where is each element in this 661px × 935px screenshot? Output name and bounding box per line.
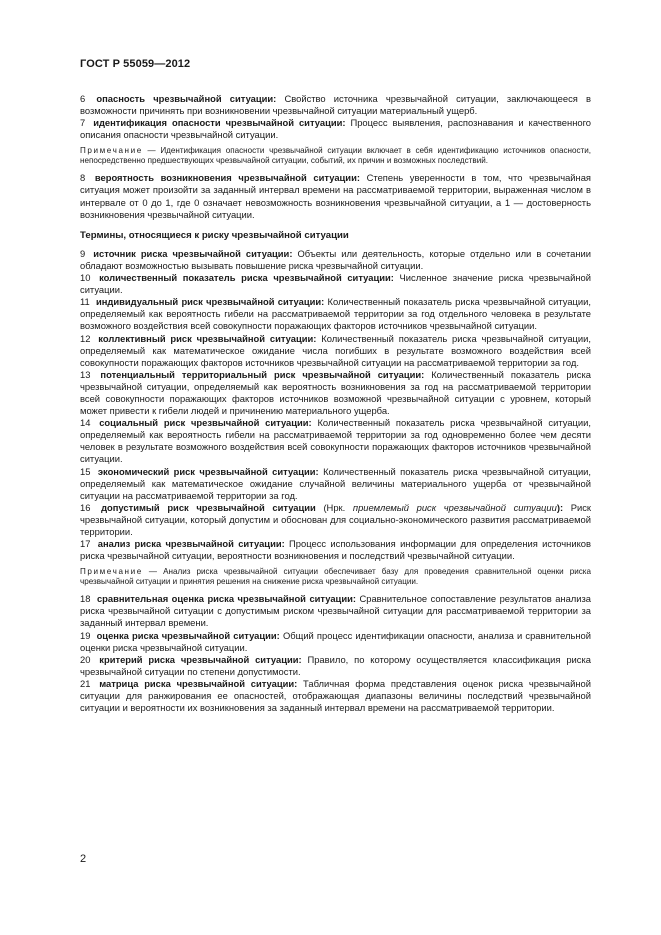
term-number: 8: [80, 172, 86, 184]
note-identification: [80, 146, 591, 166]
term-definition: Количественный показатель риска чрезвычайной ситуации, определяемый как вероятность возникновения за год на рассматриваемой территории всей совокупности поражающих факторов источников возможной чрезвычайной ситуации с уровнем, который может привести к гибели людей и причинению материального ущерба.: [80, 368, 591, 417]
term-number: 11: [80, 296, 90, 308]
term-name: вероятность возникновения чрезвычайной ситуации:: [94, 172, 360, 184]
note-label: Примечание: [80, 146, 143, 156]
page-number: 2: [80, 853, 87, 865]
term-name: идентификация опасности чрезвычайной ситуации:: [93, 117, 346, 129]
term-definition: Количественный показатель риска чрезвычайной ситуации, определяемый как вероятность гибели на рассматриваемой территории за год отдельного человека в результате возможного воздействия всей совокупности поражающих факторов источников чрезвычайной ситуации.: [80, 296, 591, 332]
term-name: индивидуальный риск чрезвычайной ситуации:: [96, 296, 325, 308]
term-alt-name: приемлемый риск чрезвычайной ситуации: [352, 501, 557, 513]
term-number: 13: [80, 368, 91, 380]
term-number: 6: [80, 93, 86, 104]
term-name: источник риска чрезвычайной ситуации:: [93, 247, 293, 259]
term-entry-13: [80, 369, 591, 417]
term-name: матрица риска чрезвычайной ситуации:: [99, 677, 298, 689]
term-number: 10: [80, 272, 91, 284]
term-number: 15: [80, 465, 91, 477]
term-entry-10: [80, 272, 591, 296]
term-definition: Свойство источника чрезвычайной ситуации, заключающееся в возможности причинять при возникновении чрезвычайной ситуации материальный ущерб.: [80, 93, 591, 117]
term-entry-14: [80, 417, 591, 465]
term-number: 17: [80, 538, 91, 550]
term-entry-11: [80, 296, 591, 332]
term-number: 16: [80, 501, 91, 513]
term-name: сравнительная оценка риска чрезвычайной ситуации:: [96, 593, 356, 605]
term-definition: Табличная форма представления оценок риска чрезвычайной ситуации для ранжирования ее опасностей, отображающая диапазоны величины последствий чрезвычайной ситуации и вероятности их возникновения за заданный интервал времени на рассматриваемой территории.: [80, 677, 591, 714]
term-definition: Правило, по которому осуществляется классификация риска чрезвычайной ситуации по степени допустимости.: [80, 653, 591, 677]
note-text: Идентификация опасности чрезвычайной ситуации включает в себя идентификацию источников опасности, непосредственно предшествующих чрезвычайной ситуации, событий, их причин и возможных последствий.: [80, 146, 591, 166]
term-number: 18: [80, 593, 91, 605]
term-entry-9: [80, 248, 591, 272]
term-number: 19: [80, 629, 91, 641]
term-definition: Количественный показатель риска чрезвычайной ситуации, определяемый как вероятность гибели на рассматриваемой территории за год одновременно более чем десяти человек в результате возможного воздействия всей совокупности поражающих факторов источников чрезвычайной ситуации.: [80, 417, 591, 465]
term-name: коллективный риск чрезвычайной ситуации:: [98, 332, 317, 344]
term-name: опасность чрезвычайной ситуации:: [96, 93, 277, 104]
term-entry-19: [80, 630, 591, 654]
term-entry-8: [80, 172, 591, 220]
term-name: социальный риск чрезвычайной ситуации:: [99, 417, 312, 429]
term-number: 9: [80, 247, 86, 259]
document-body: [80, 93, 591, 714]
note-text: Анализ риска чрезвычайной ситуации обеспечивает базу для проведения сравнительной оценки риска чрезвычайной ситуации и принятия решения на снижение риска чрезвычайной ситуации.: [80, 567, 591, 587]
note-analysis: [80, 567, 591, 587]
term-entry-17: [80, 538, 591, 562]
term-definition: Процесс использования информации для определения источников риска чрезвычайной ситуации, вероятности возникновения и последствий чрезвычайной ситуации.: [80, 538, 591, 562]
term-number: 14: [80, 417, 91, 429]
term-number: 20: [80, 653, 91, 665]
term-entry-6: [80, 93, 591, 117]
term-definition: Общий процесс идентификации опасности, анализа и сравнительной оценки риска чрезвычайной ситуации.: [80, 629, 591, 653]
term-name: оценка риска чрезвычайной ситуации:: [96, 629, 280, 641]
note-dash: —: [142, 146, 161, 156]
term-entry-15: [80, 466, 591, 502]
term-definition: Количественный показатель риска чрезвычайной ситуации, определяемый как математическое ожидание случайной величины материального ущерба от чрезвычайной ситуации на рассматриваемой территории за год.: [80, 465, 592, 501]
term-name: экономический риск чрезвычайной ситуации:: [97, 465, 319, 477]
note-dash: —: [142, 567, 164, 577]
term-definition: Сравнительное сопоставление результатов анализа риска чрезвычайной ситуации с допустимым риском чрезвычайной ситуации для рассматриваемой территории за заданный интервал времени.: [80, 593, 592, 629]
term-alt-close: ):: [556, 501, 564, 513]
term-name: количественный показатель риска чрезвычайной ситуации:: [99, 272, 394, 284]
term-alt-open: (Нрк.: [315, 501, 353, 513]
term-definition: Процесс выявления, распознавания и качественного описания опасности чрезвычайной ситуации.: [80, 117, 592, 141]
term-definition: Риск чрезвычайной ситуации, который допустим и обоснован для социально-экономического развития рассматриваемой территории.: [80, 501, 592, 537]
term-name: допустимый риск чрезвычайной ситуации: [101, 501, 316, 513]
term-name: анализ риска чрезвычайной ситуации:: [97, 538, 285, 550]
term-entry-21: [80, 678, 591, 714]
term-definition: Количественный показатель риска чрезвычайной ситуации, определяемый как математическое ожидание числа погибших в результате возможного воздействия всей совокупности поражающих факторов источников чрезвычайной ситуации на рассматриваемой территории за год.: [80, 332, 592, 368]
term-entry-16: [80, 502, 591, 538]
term-entry-20: [80, 654, 591, 678]
term-number: 12: [80, 332, 91, 344]
section-heading: Термины, относящиеся к риску чрезвычайной ситуации: [80, 229, 349, 241]
term-name: критерий риска чрезвычайной ситуации:: [99, 653, 302, 665]
document-header: ГОСТ Р 55059—2012: [80, 58, 191, 70]
term-definition: Объекты или деятельность, которые отдельно или в сочетании обладают возможностью вызывать повышение риска чрезвычайной ситуации.: [80, 247, 592, 271]
term-entry-12: [80, 333, 591, 369]
term-name: потенциальный территориальный риск чрезвычайной ситуации:: [100, 368, 425, 380]
term-number: 7: [80, 117, 86, 129]
term-entry-18: [80, 593, 591, 629]
note-label: Примечание: [80, 567, 143, 577]
term-definition: Степень уверенности в том, что чрезвычайная ситуация может произойти за заданный интервал времени на рассматриваемой территории, выраженная числом в интервале от 0 до 1, где 0 означает невозможность возникновения чрезвычайной ситуации, а 1 — достоверность возникновения чрезвычайной ситуации.: [80, 172, 591, 220]
term-entry-7: [80, 117, 591, 141]
term-number: 21: [80, 677, 91, 689]
term-definition: Численное значение риска чрезвычайной ситуации.: [80, 272, 592, 296]
